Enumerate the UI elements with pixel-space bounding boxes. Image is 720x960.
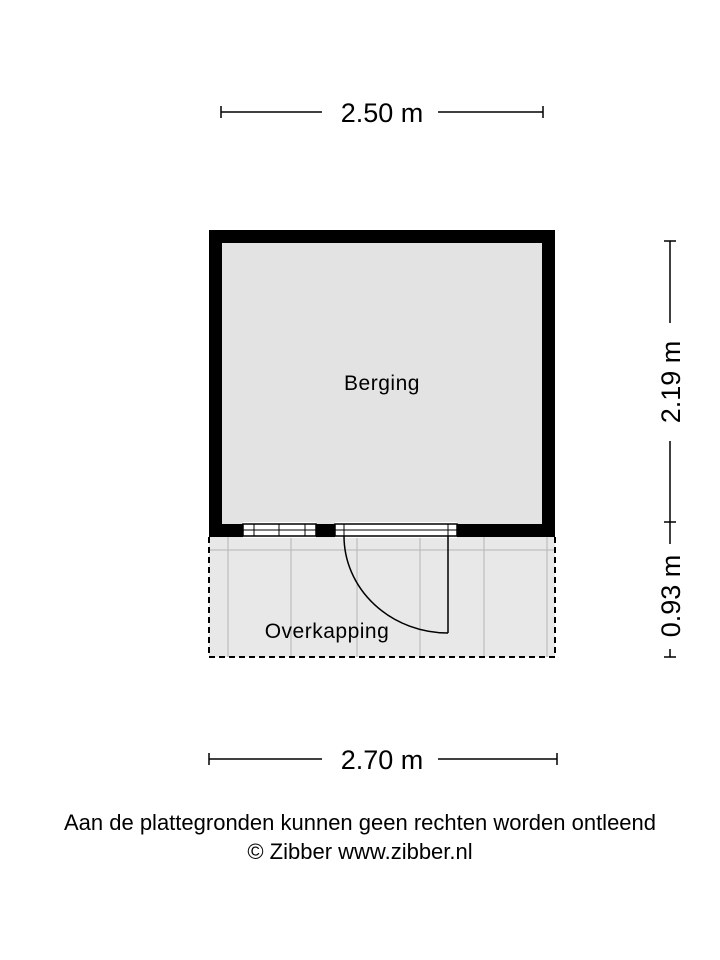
dimension-right-lower-label: 0.93 m bbox=[656, 554, 686, 638]
dimension-right-upper bbox=[656, 241, 686, 522]
dimension-top bbox=[221, 98, 543, 128]
dimension-bottom-label: 2.70 m bbox=[340, 745, 424, 775]
room-label-overkapping: Overkapping bbox=[264, 620, 390, 643]
copyright-text: © Zibber www.zibber.nl bbox=[247, 839, 473, 864]
room-label-berging: Berging bbox=[344, 372, 420, 395]
dimension-top-label: 2.50 m bbox=[340, 98, 424, 128]
disclaimer-text: Aan de plattegronden kunnen geen rechten worden ontleend bbox=[63, 810, 657, 835]
dimension-right-upper-label: 2.19 m bbox=[656, 340, 686, 424]
dimension-bottom bbox=[209, 745, 557, 775]
window bbox=[243, 524, 316, 536]
dimension-right-lower bbox=[656, 522, 686, 657]
